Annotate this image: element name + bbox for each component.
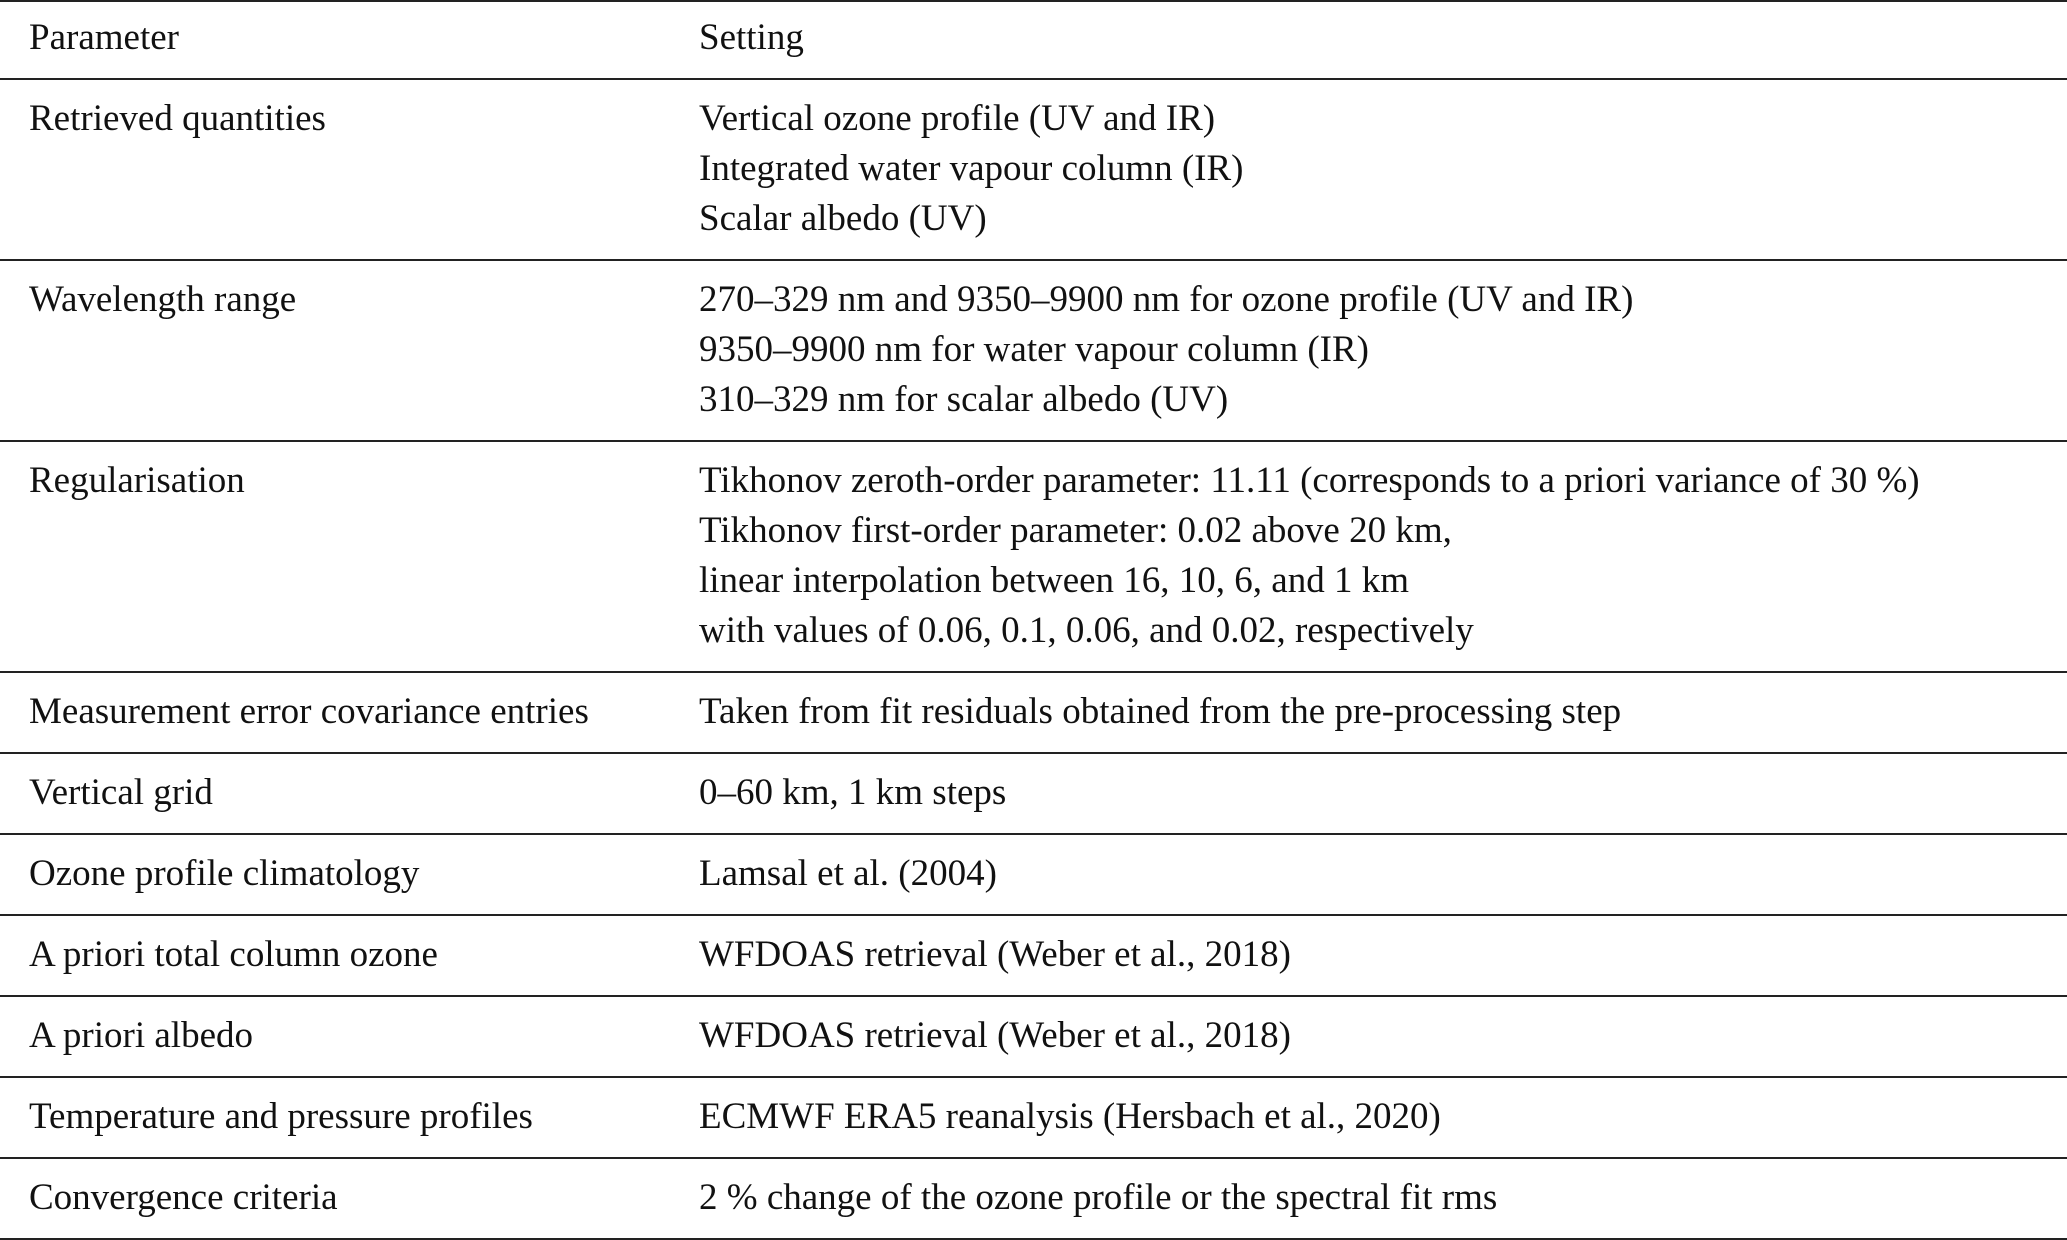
setting-line: ECMWF ERA5 reanalysis (Hersbach et al., 2020) — [699, 1096, 1441, 1137]
parameter-cell: Retrieved quantities — [29, 98, 326, 139]
setting-cell — [670, 834, 2067, 915]
setting-line: 270–329 nm and 9350–9900 nm for ozone profile (UV and IR) — [699, 279, 1634, 320]
setting-line: Vertical ozone profile (UV and IR) — [699, 98, 1216, 139]
table-row — [0, 996, 2067, 1077]
setting-cell — [670, 915, 2067, 996]
setting-cell — [670, 996, 2067, 1077]
setting-line: 2 % change of the ozone profile or the spectral fit rms — [699, 1177, 1498, 1218]
setting-line: Tikhonov zeroth-order parameter: 11.11 (corresponds to a priori variance of 30 %) — [699, 460, 1920, 501]
table-header — [0, 1, 2067, 79]
setting-line: Scalar albedo (UV) — [699, 198, 987, 239]
setting-line: linear interpolation between 16, 10, 6, and 1 km — [699, 560, 1410, 601]
setting-line: Integrated water vapour column (IR) — [699, 148, 1244, 189]
setting-cell — [670, 1158, 2067, 1239]
table-row — [0, 441, 2067, 672]
table-row — [0, 79, 2067, 260]
setting-line: WFDOAS retrieval (Weber et al., 2018) — [699, 934, 1291, 975]
parameter-cell: Ozone profile climatology — [29, 853, 420, 894]
parameter-cell: A priori albedo — [29, 1015, 254, 1056]
setting-line: 0–60 km, 1 km steps — [699, 772, 1007, 813]
setting-line: 9350–9900 nm for water vapour column (IR) — [699, 329, 1369, 370]
setting-line: 310–329 nm for scalar albedo (UV) — [699, 379, 1229, 420]
setting-cell — [670, 1077, 2067, 1158]
table-row — [0, 1077, 2067, 1158]
setting-line: Taken from fit residuals obtained from the pre-processing step — [699, 691, 1622, 732]
setting-line: Tikhonov first-order parameter: 0.02 above 20 km, — [699, 510, 1452, 551]
setting-line: WFDOAS retrieval (Weber et al., 2018) — [699, 1015, 1291, 1056]
table-row — [0, 834, 2067, 915]
table-row — [0, 260, 2067, 441]
header-row — [0, 1, 2067, 79]
parameter-cell: Wavelength range — [29, 279, 297, 320]
table-row — [0, 1158, 2067, 1239]
setting-line: with values of 0.06, 0.1, 0.06, and 0.02, respectively — [699, 610, 1474, 651]
parameter-cell: Convergence criteria — [29, 1177, 338, 1218]
parameter-cell: Vertical grid — [29, 772, 213, 813]
table-row — [0, 915, 2067, 996]
header-setting: Setting — [699, 17, 804, 58]
parameter-cell: Temperature and pressure profiles — [29, 1096, 533, 1137]
table-row — [0, 672, 2067, 753]
parameter-cell: Regularisation — [29, 460, 245, 501]
parameter-cell: A priori total column ozone — [29, 934, 438, 975]
setting-cell — [670, 260, 2067, 441]
setting-cell — [670, 79, 2067, 260]
parameter-cell: Measurement error covariance entries — [29, 691, 589, 732]
header-parameter: Parameter — [29, 17, 179, 58]
setting-line: Lamsal et al. (2004) — [699, 853, 997, 894]
setting-cell — [670, 441, 2067, 672]
table-body — [0, 79, 2067, 1239]
setting-cell — [670, 753, 2067, 834]
setting-cell — [670, 672, 2067, 753]
table-row — [0, 753, 2067, 834]
